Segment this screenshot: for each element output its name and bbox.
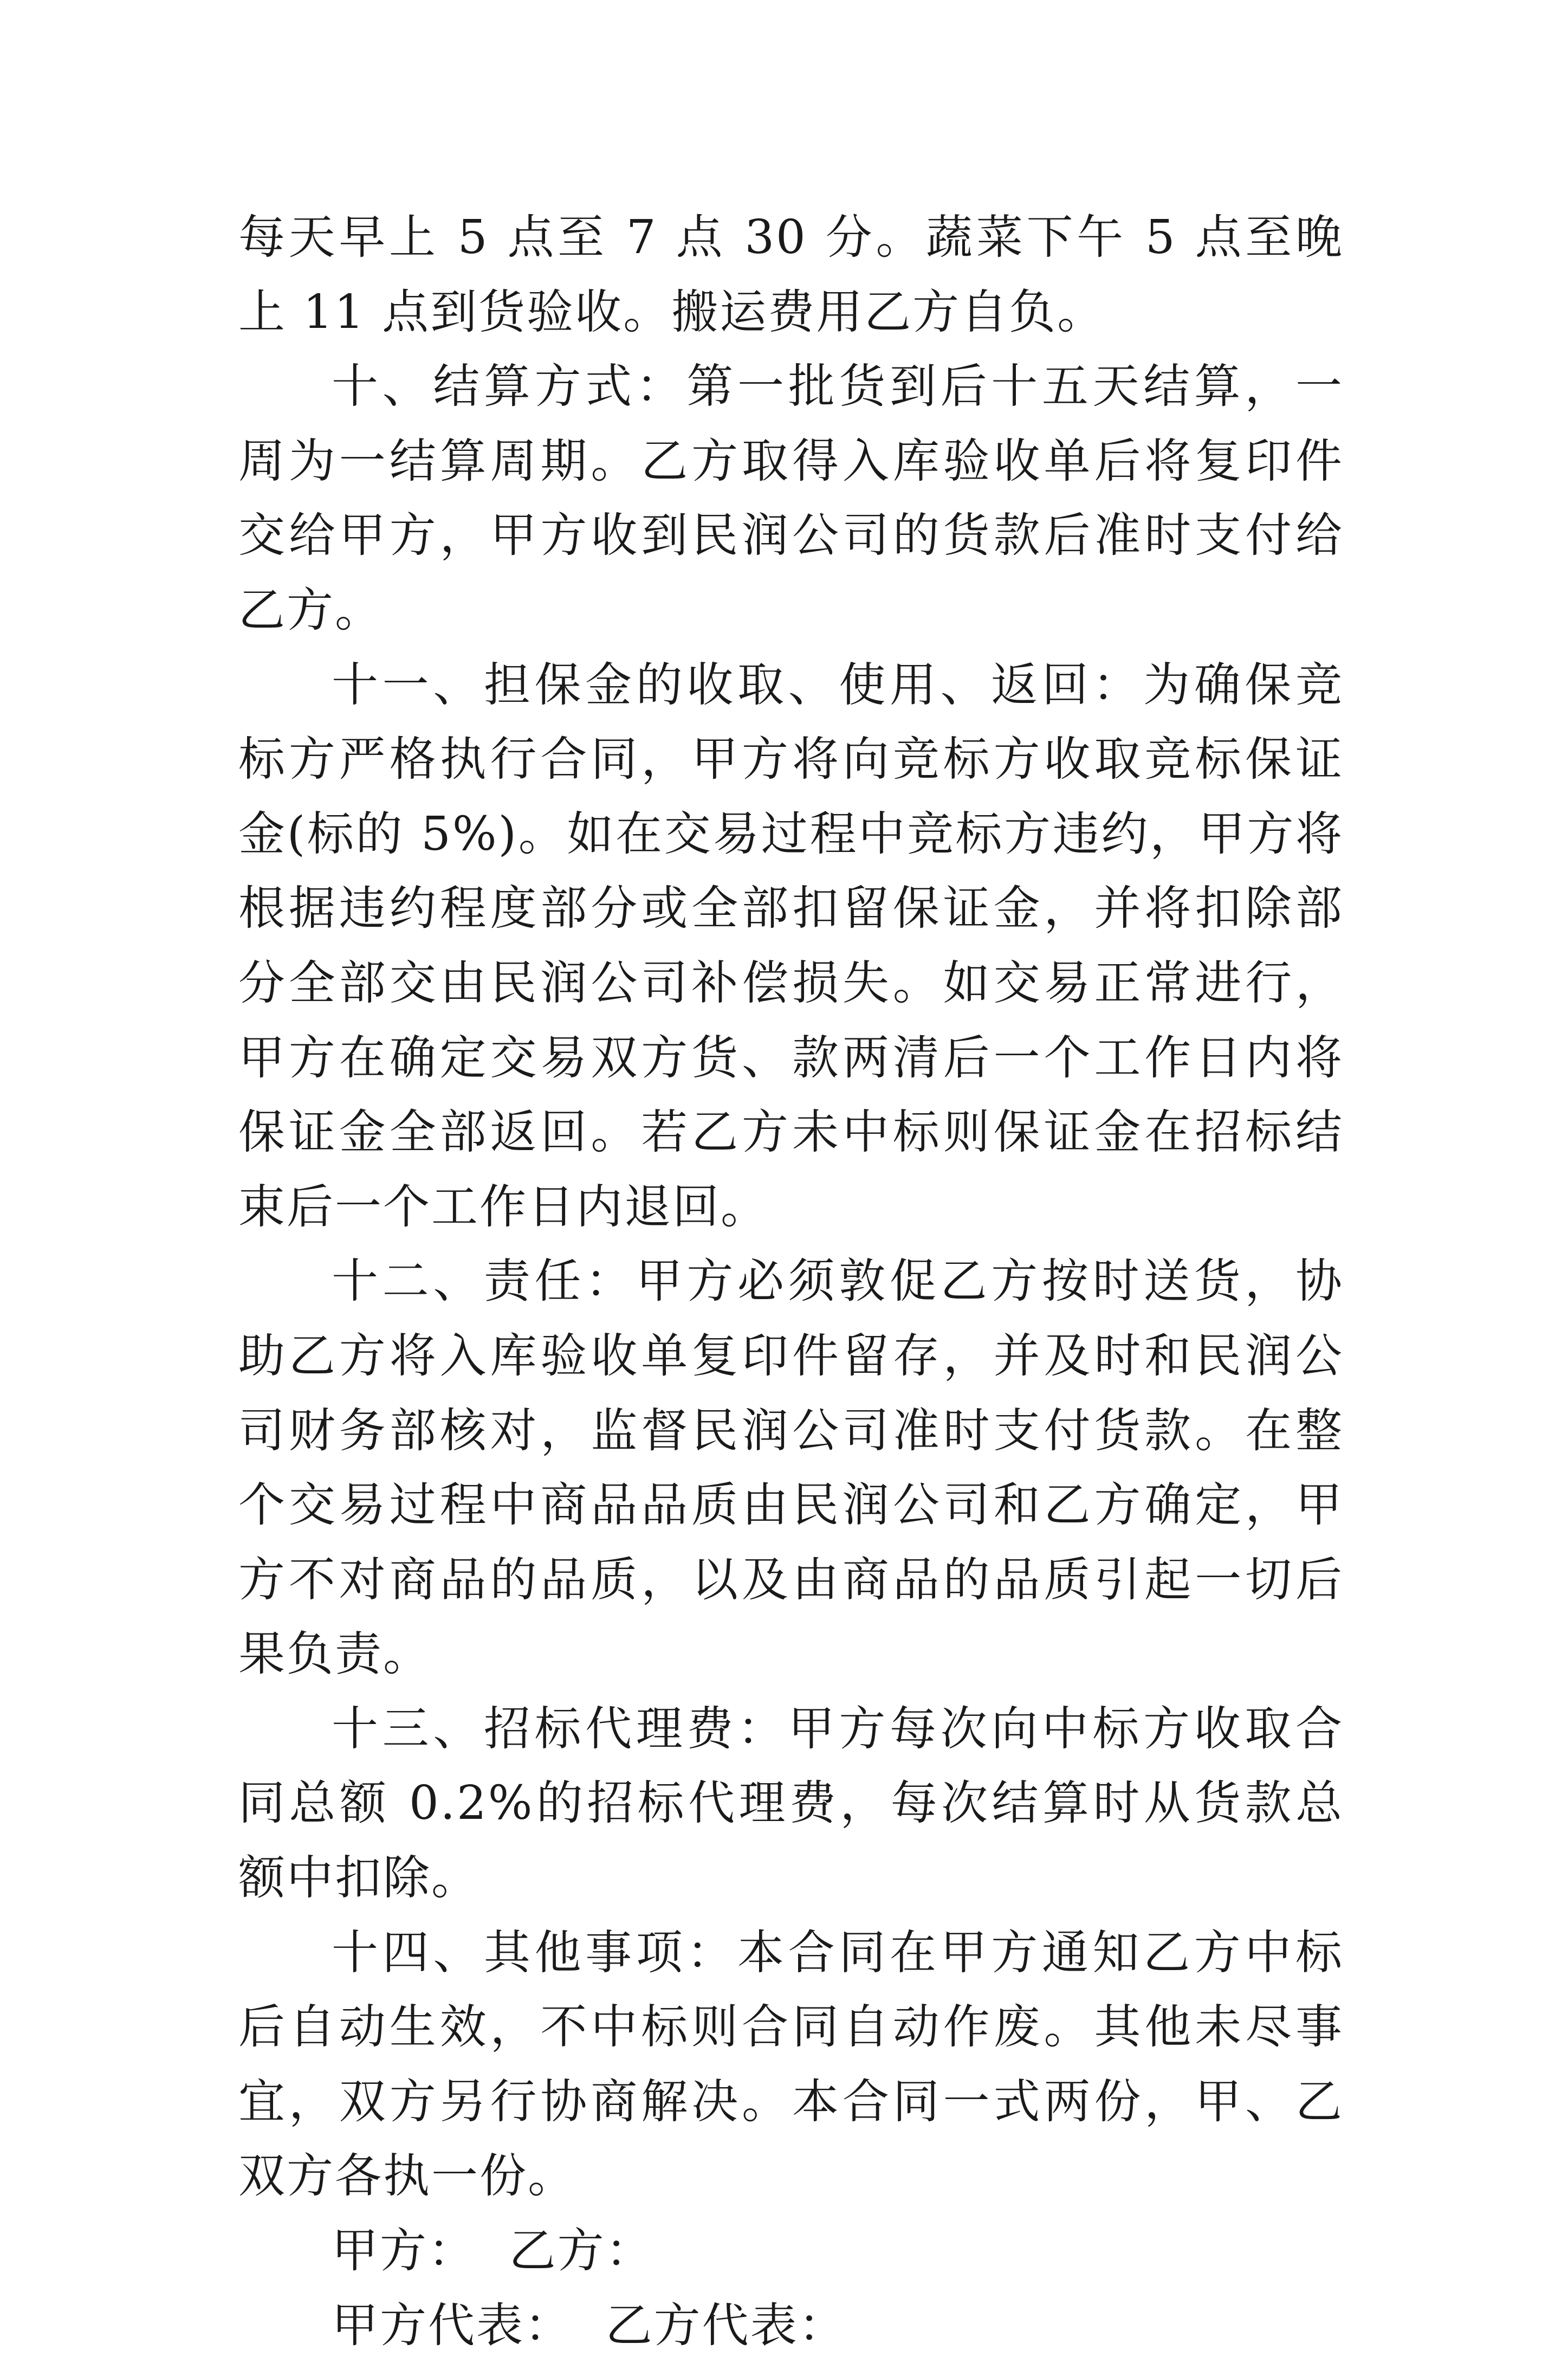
paragraph-settlement-method: 十、结算方式：第一批货到后十五天结算，一周为一结算周期。乙方取得入库验收单后将复印件交给甲方，甲方收到民润公司的货款后准时支付给乙方。 xyxy=(238,359,1344,637)
paragraph-other-matters: 十四、其他事项：本合同在甲方通知乙方中标后自动生效，不中标则合同自动作废。其他未尽事宜，双方另行协商解决。本合同一式两份，甲、乙双方各执一份。 xyxy=(238,1925,1344,2204)
document-body xyxy=(238,201,1344,2363)
paragraph-deposit: 十一、担保金的收取、使用、返回：为确保竞标方严格执行合同，甲方将向竞标方收取竞标保证金(标的 5%)。如在交易过程中竞标方违约，甲方将根据违约程度部分或全部扣留保证金，并将扣除部分全部交由民润公司补偿损失。如交易正常进行，甲方在确定交易双方货、款两清后一个工作日内将保证金全部返回。若乙方未中标则保证金在招标结束后一个工作日内退回。 xyxy=(238,657,1344,1234)
paragraph-delivery-time: 每天早上 5 点至 7 点 30 分。蔬菜下午 5 点至晚上 11 点到货验收。搬运费用乙方自负。 xyxy=(238,210,1344,339)
signature-parties: 甲方： 乙方： xyxy=(332,2224,654,2278)
paragraph-agency-fee: 十三、招标代理费：甲方每次向中标方收取合同总额 0.2%的招标代理费，每次结算时从货款总额中扣除。 xyxy=(238,1701,1344,1906)
paragraph-responsibility: 十二、责任：甲方必须敦促乙方按时送货，协助乙方将入库验收单复印件留存，并及时和民润公司财务部核对，监督民润公司准时支付货款。在整个交易过程中商品品质由民润公司和乙方确定，甲方不对商品的品质，以及由商品的品质引起一切后果负责。 xyxy=(238,1254,1344,1682)
signature-representatives: 甲方代表： 乙方代表： xyxy=(332,2298,847,2353)
